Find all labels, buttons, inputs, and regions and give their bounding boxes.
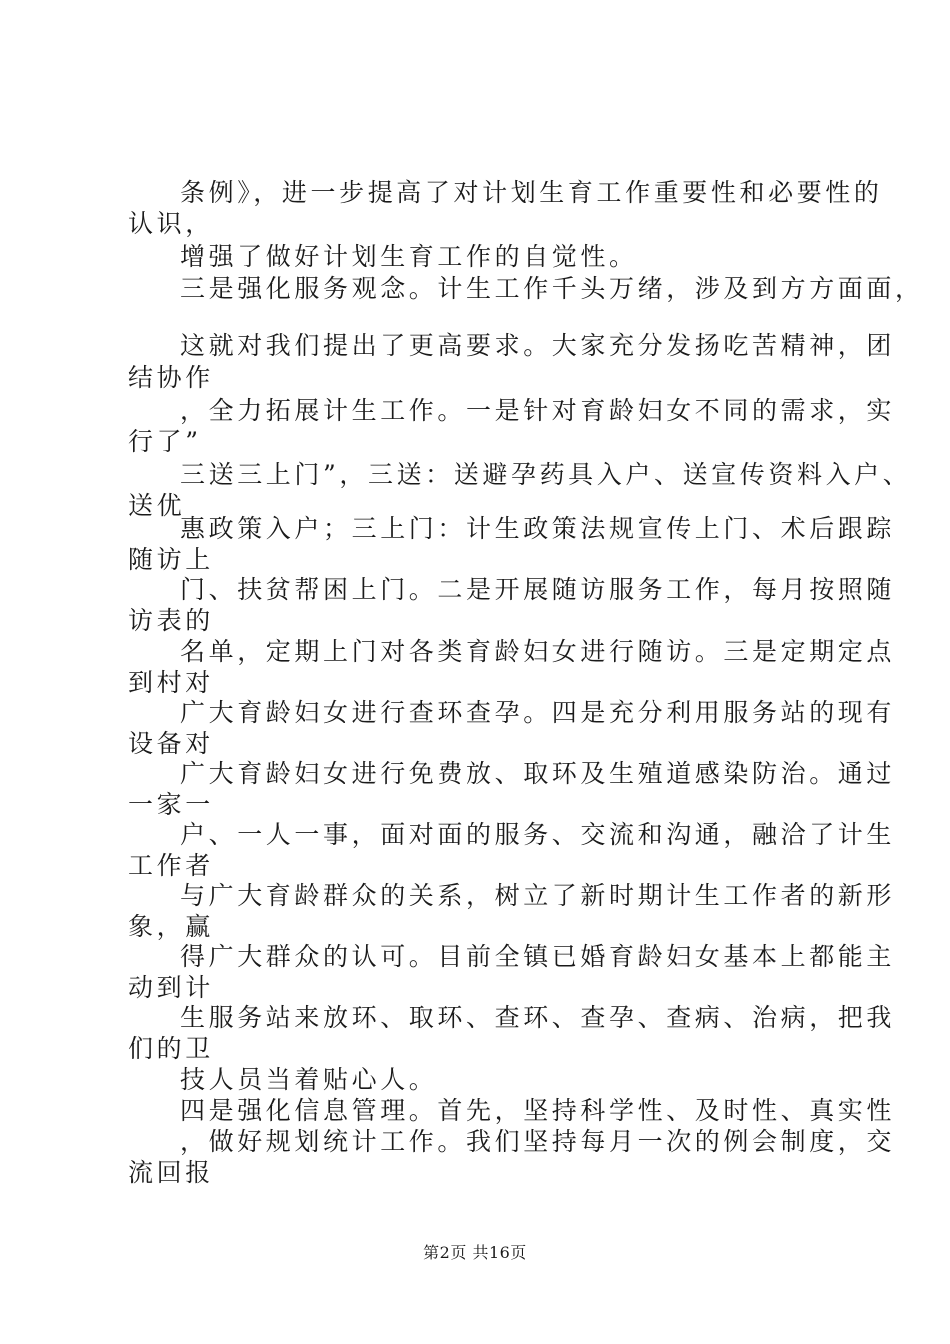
text-line: 条例》，进一步提高了对计划生育工作重要性和必要性的	[180, 178, 883, 207]
text-line: 生服务站来放环、取环、查环、查孕、查病、治病，把我	[180, 1003, 896, 1032]
text-line: 增强了做好计划生育工作的自觉性。	[180, 242, 638, 271]
text-line: ，做好规划统计工作。我们坚持每月一次的例会制度，交	[180, 1127, 896, 1156]
text-line: 门、扶贫帮困上门。二是开展随访服务工作，每月按照随	[180, 575, 896, 604]
text-line: 得广大群众的认可。目前全镇已婚育龄妇女基本上都能主	[180, 942, 896, 971]
text-line: 访表的	[128, 606, 214, 635]
text-line: 工作者	[128, 851, 214, 880]
text-line: 三送三上门”，三送：送避孕药具入户、送宣传资料入户、	[180, 460, 912, 489]
text-line: 行了”	[128, 427, 202, 456]
text-line: 认识，	[128, 209, 214, 238]
text-line: 一家一	[128, 790, 214, 819]
text-line: 四是强化信息管理。首先，坚持科学性、及时性、真实性	[180, 1096, 896, 1125]
text-line: 流回报	[128, 1158, 214, 1187]
text-line: 动到计	[128, 973, 214, 1002]
text-line: 这就对我们提出了更高要求。大家充分发扬吃苦精神，团	[180, 331, 896, 360]
text-line: 送优	[128, 491, 186, 520]
text-line: 三是强化服务观念。计生工作千头万绪，涉及到方方面面，	[180, 274, 924, 303]
text-line: 技人员当着贴心人。	[180, 1065, 438, 1094]
text-line: 到村对	[128, 668, 214, 697]
text-line: 户、一人一事，面对面的服务、交流和沟通，融洽了计生	[180, 820, 896, 849]
text-line: 名单，定期上门对各类育龄妇女进行随访。三是定期定点	[180, 637, 896, 666]
text-line: 象，赢	[128, 912, 214, 941]
text-line: 结协作	[128, 363, 214, 392]
page-number-footer: 第2页 共16页	[423, 1243, 527, 1262]
text-line: 广大育龄妇女进行查环查孕。四是充分利用服务站的现有	[180, 698, 896, 727]
text-line: 随访上	[128, 545, 214, 574]
text-line: 广大育龄妇女进行免费放、取环及生殖道感染防治。通过	[180, 759, 896, 788]
text-line: 与广大育龄群众的关系，树立了新时期计生工作者的新形	[180, 881, 896, 910]
text-line: ，全力拓展计生工作。一是针对育龄妇女不同的需求，实	[180, 396, 896, 425]
text-line: 惠政策入户；三上门：计生政策法规宣传上门、术后跟踪	[180, 514, 896, 543]
text-line: 设备对	[128, 729, 214, 758]
text-line: 们的卫	[128, 1034, 214, 1063]
